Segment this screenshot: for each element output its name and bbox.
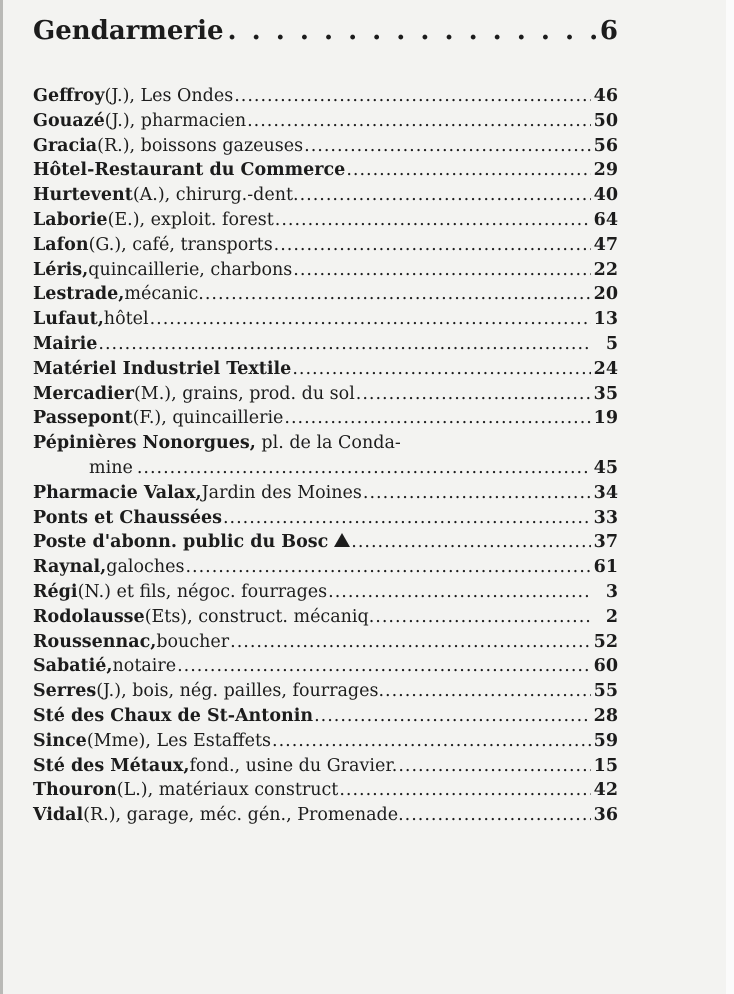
list-item: Hôtel-Restaurant du Commerce ..... 29	[33, 158, 618, 183]
list-item: Mairie ..... 5	[33, 332, 618, 357]
list-item: Gouazé (J.), pharmacien ..... 50	[33, 109, 618, 134]
list-item: Lestrade, mécanic. ..... 20	[33, 282, 618, 307]
list-item: Laborie (E.), exploit. forest ..... 64	[33, 208, 618, 233]
list-item: Léris, quincaillerie, charbons ..... 22	[33, 258, 618, 283]
list-item: Since (Mme), Les Estaffets ..... 59	[33, 729, 618, 754]
list-item: Serres (J.), bois, nég. pailles, fourrages. ..... 55	[33, 679, 618, 704]
section-header	[33, 14, 618, 48]
list-item: Sté des Métaux, fond., usine du Gravier. ..... 15	[33, 754, 618, 779]
list-item: Geffroy (J.), Les Ondes ..... 46	[33, 84, 618, 109]
list-item: Matériel Industriel Textile ..... 24	[33, 357, 618, 382]
list-item: Pépinières Nonorgues, pl. de la Conda-	[33, 433, 401, 454]
list-item: Régi (N.) et fils, négoc. fourrages ..... 3	[33, 580, 618, 605]
list-item: Lafon (G.), café, transports ..... 47	[33, 233, 618, 258]
section-title: Gendarmerie	[33, 16, 224, 46]
list-item: Mercadier (M.), grains, prod. du sol ..... 35	[33, 382, 618, 407]
entry-list	[33, 84, 618, 828]
list-item: Hurtevent (A.), chirurg.-dent. ..... 40	[33, 183, 618, 208]
list-item: Sabatié, notaire ..... 60	[33, 654, 618, 679]
list-item: Rodolausse (Ets), construct. mécaniq. ..... 2	[33, 605, 618, 630]
directory-listing	[33, 14, 618, 828]
list-item: Gracia (R.), boissons gazeuses ..... 56	[33, 134, 618, 159]
list-item: Ponts et Chaussées ..... 33	[33, 506, 618, 531]
section-number: 6	[599, 16, 618, 46]
list-item: Passepont (F.), quincaillerie ..... 19	[33, 406, 618, 431]
list-item: Lufaut, hôtel ..... 13	[33, 307, 618, 332]
dot-leader	[228, 14, 596, 48]
list-item: Roussennac, boucher ..... 52	[33, 630, 618, 655]
list-item: Vidal (R.), garage, méc. gén., Promenade. ..... 36	[33, 803, 618, 828]
list-item: Raynal, galoches ..... 61	[33, 555, 618, 580]
list-item: Pharmacie Valax, Jardin des Moines ..... 34	[33, 481, 618, 506]
list-item: Sté des Chaux de St-Antonin ..... 28	[33, 704, 618, 729]
list-item-continuation: mine ..... 45	[33, 456, 618, 481]
list-item: Thouron (L.), matériaux construct ..... 42	[33, 778, 618, 803]
list-item: Poste d'abonn. public du Bosc ..... 37	[33, 530, 618, 555]
page-edge	[726, 0, 734, 994]
triangle-icon	[334, 533, 350, 547]
